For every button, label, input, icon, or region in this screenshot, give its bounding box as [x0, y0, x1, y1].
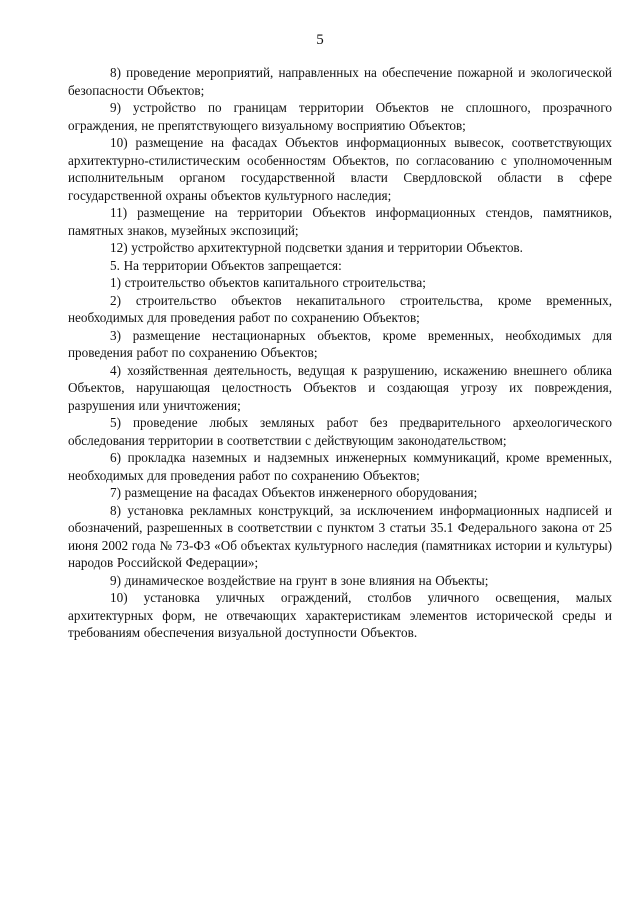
document-body [68, 64, 612, 642]
prohibition-item-9: 9) динамическое воздействие на грунт в зоне влияния на Объекты; [110, 572, 489, 588]
prohibition-item-1: 1) строительство объектов капитального строительства; [110, 275, 426, 290]
paragraph-item-12-lighting: 12) устройство архитектурной подсветки здания и территории Объектов. [110, 240, 523, 255]
prohibition-item-5: 5) проведение любых земляных работ без предварительного археологического обследования территории в соответствии с действующим законодательством; [68, 415, 612, 448]
paragraph-item-9-fence: 9) устройство по границам территории Объектов не сплошного, прозрачного ограждения, не препятствующего визуальному восприятию Объектов; [68, 100, 612, 133]
paragraph-item-10-signs: 10) размещение на фасадах Объектов информационных вывесок, соответствующих архитектурно-стилистическим особенностям Объектов, по согласованию с уполномоченным исполнительным органом государственной власти Свердловской области в сфере государственной охраны объектов культурного наследия; [68, 135, 612, 203]
prohibition-item-7: 7) размещение на фасадах Объектов инженерного оборудования; [110, 485, 478, 500]
paragraph-item-11-stands: 11) размещение на территории Объектов информационных стендов, памятников, памятных знаков, музейных экспозиций; [68, 205, 612, 238]
section-5-heading: 5. На территории Объектов запрещается: [110, 257, 342, 273]
paragraph-item-8-fire-safety: 8) проведение мероприятий, направленных на обеспечение пожарной и экологической безопасности Объектов; [68, 65, 612, 98]
prohibition-item-3: 3) размещение нестационарных объектов, кроме временных, необходимых для проведения работ по сохранению Объектов; [68, 327, 612, 360]
prohibition-item-2: 2) строительство объектов некапитального строительства, кроме временных, необходимых для проведения работ по сохранению Объектов; [68, 292, 612, 325]
prohibition-item-6: 6) прокладка наземных и надземных инженерных коммуникаций, кроме временных, необходимых для проведения работ по сохранению Объектов; [68, 450, 612, 483]
prohibition-item-4: 4) хозяйственная деятельность, ведущая к разрушению, искажению внешнего облика Объектов, нарушающая целостность Объектов и создающая угрозу их повреждения, разрушения или уничтожения; [68, 362, 612, 413]
prohibition-item-8: 8) установка рекламных конструкций, за исключением информационных надписей и обозначений, разрешенных в соответствии с пунктом 3 статьи 35.1 Федерального закона от 25 июня 2002 года № 73-ФЗ «Об объектах культурного наследия (памятниках истории и культуры) народов Российской Федерации»; [68, 502, 612, 570]
page-number: 5 [316, 32, 324, 48]
prohibition-item-10: 10) установка уличных ограждений, столбов уличного освещения, малых архитектурных форм, не отвечающих характеристикам элементов исторической среды и требованиям обеспечения визуальной доступности Объектов. [68, 590, 612, 640]
